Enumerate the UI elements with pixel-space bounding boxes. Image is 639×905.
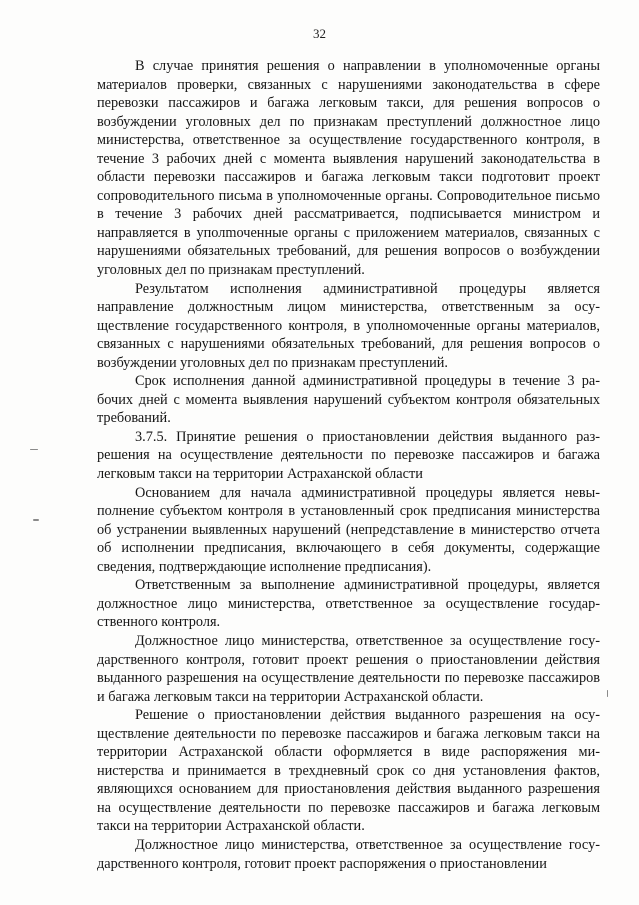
- paragraph-procedure-deadline: Срок исполнения данной административной процедуры в течение 3 рабочих дней с момента выявления нарушений субъектом контроля обязательных требований.: [97, 373, 600, 427]
- document-body: [97, 57, 600, 873]
- paragraph-draft-decision: Должностное лицо министерства, ответственное за осуществление государственного контроля, готовит проект решения о приостановлении действия выданного разрешения на осуществление деятельности по перевозке пассажиров и багажа легковым такси на территории Астраханской области.: [97, 632, 600, 705]
- paragraph-procedure-result: Результатом исполнения административной процедуры является направление должностным лицом министерства, ответственным за осуществление государственного контроля, в уполномоченные органы материалов, связанных с нарушениями обязательных требований, для решения вопросов о возбуждении уголовных дел по признакам преступлений.: [97, 280, 600, 371]
- paragraph-referral-to-authorities: В случае принятия решения о направлении в уполномоченные органы материалов проверки, связанных с нарушениями законодательства в сфере перевозки пассажиров и багажа легковым такси, для решения вопросов о возбуждении уголовных дел по признакам преступлений должностное лицо министерства, ответственное за осуществление государственного контроля, в течение 3 рабочих дней с момента выявления нарушений законодательства в области перевозки пассажиров и багажа легковым такси подготовит проект сопроводительного письма в уполномоченные органы. Сопроводительное письмо в течение 3 рабочих дней рассматривается, подписывается министром и направляется в уполmоченные органы с приложением материалов, связанных с нарушениями обязательных требований, для решения вопросов о возбуждении уголовных дел по признакам преступлений.: [97, 58, 600, 279]
- paragraph-responsible-person: Ответственным за выполнение административной процедуры, является должностное лицо министерства, ответственное за осуществление государственного контроля.: [97, 577, 600, 631]
- paragraph-suspension-decision: Решение о приостановлении действия выданного разрешения на осуществление деятельности по перевозке пассажиров и багажа легковым такси на территории Астраханской области оформляется в виде распоряжения министерства и принимается в трехдневный срок со дня установления фактов, являющихся основанием для приостановления действия выданного разрешения на осуществление деятельности по перевозке пассажиров и багажа легковым такси на территории Астраханской области.: [97, 707, 600, 835]
- paragraph-procedure-basis: Основанием для начала административной процедуры является невыполнение субъектом контроля в установленный срок предписания министерства об устранении выявленных нарушений (непредставление в министерство отчета об исполнении предписания, включающего в себя документы, содержащие сведения, подтверждающие исполнение предписания).: [97, 484, 600, 575]
- page-number: 32: [313, 26, 326, 41]
- scan-mark-right: [607, 690, 608, 697]
- paragraph-draft-order: Должностное лицо министерства, ответственное за осуществление государственного контроля, готовит проект распоряжения о приостановлении: [97, 836, 600, 872]
- scan-mark-left-lower: [33, 519, 39, 521]
- section-heading-3-7-5: 3.7.5. Принятие решения о приостановлении действия выданного разрешения на осуществление деятельности по перевозке пассажиров и багажа легковым такси на территории Астраханской области: [97, 428, 600, 483]
- scan-mark-left-upper: [30, 449, 38, 450]
